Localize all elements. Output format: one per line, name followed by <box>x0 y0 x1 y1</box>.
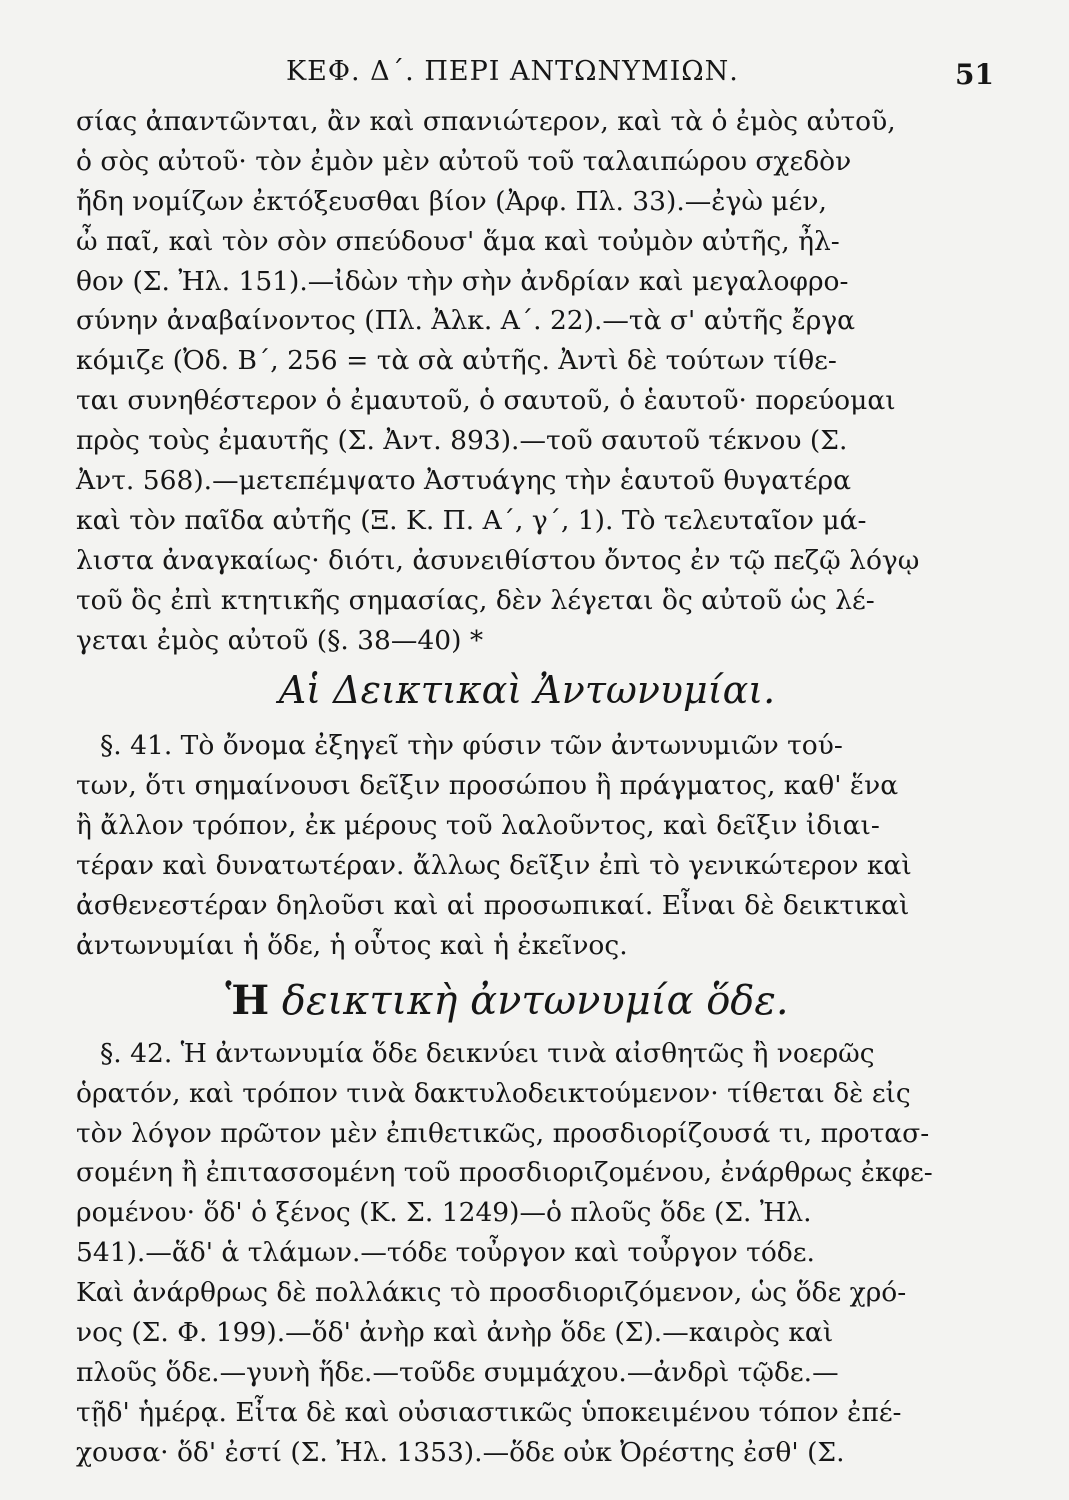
text-line: ἢ ἄλλον τρόπον, ἐκ μέρους τοῦ λαλοῦντος, καὶ δεῖξιν ἰδιαι- <box>76 810 880 842</box>
text-line: χουσα· ὅδ' ἐστί (Σ. Ἠλ. 1353).—ὅδε οὐκ Ὀρέστης ἐσθ' (Σ. <box>76 1436 845 1468</box>
text-line: Καὶ ἀνάρθρως δὲ πολλάκις τὸ προσδιοριζόμενον, ὡς ὅδε χρό- <box>76 1277 907 1309</box>
text-line: §. 41. Τὸ ὄνομα ἐξηγεῖ τὴν φύσιν τῶν ἀντωνυμιῶν τού- <box>100 730 843 762</box>
page-number: 51 <box>955 58 994 91</box>
heading-rest: δεικτικὴ ἀντωνυμία ὅδε. <box>269 977 789 1024</box>
text-line: σύνην ἀναβαίνοντος (Πλ. Ἀλκ. Α΄. 22).—τὰ σ' αὐτῆς ἔργα <box>76 305 856 337</box>
text-line: ὁρατόν, καὶ τρόπον τινὰ δακτυλοδεικτούμενον· τίθεται δὲ εἰς <box>76 1077 911 1109</box>
text-line: ρομένου· ὅδ' ὁ ξένος (Κ. Σ. 1249)—ὁ πλοῦς ὅδε (Σ. Ἠλ. <box>76 1197 812 1229</box>
text-line: τὸν λόγον πρῶτον μὲν ἐπιθετικῶς, προσδιορίζουσά τι, προτασ- <box>76 1117 930 1149</box>
text-line: Ἀντ. 568).—μετεπέμψατο Ἀστυάγης τὴν ἑαυτοῦ θυγατέρα <box>76 465 851 497</box>
paragraph-continuation <box>76 102 938 660</box>
text-line: νος (Σ. Φ. 199).—ὅδ' ἀνὴρ καὶ ἀνὴρ ὅδε (Σ).—καιρὸς καὶ <box>76 1317 834 1349</box>
text-line: ἀσθενεστέραν δηλοῦσι καὶ αἱ προσωπικαί. Εἶναι δὲ δεικτικαὶ <box>76 890 910 922</box>
text-line: ὦ παῖ, καὶ τὸν σὸν σπεύδουσ' ἅμα καὶ τοὐμὸν αὐτῆς, ἦλ- <box>76 225 840 257</box>
page-body <box>76 102 938 1473</box>
text-line: λιστα ἀναγκαίως· διότι, ἀσυνειθίστου ὄντος ἐν τῷ πεζῷ λόγῳ <box>76 544 920 576</box>
text-line: τοῦ ὃς ἐπὶ κτητικῆς σημασίας, δὲν λέγεται ὃς αὐτοῦ ὡς λέ- <box>76 584 875 616</box>
text-line: πρὸς τοὺς ἐμαυτῆς (Σ. Ἀντ. 893).—τοῦ σαυτοῦ τέκνου (Σ. <box>76 425 848 457</box>
text-line: καὶ τὸν παῖδα αὐτῆς (Ξ. Κ. Π. Α΄, γ΄, 1). Τὸ τελευταῖον μά- <box>76 504 867 536</box>
section-heading-demonstratives: Αἱ Δεικτικαὶ Ἀντωνυμίαι. <box>278 668 776 713</box>
text-line: ὁ σὸς αὐτοῦ· τὸν ἐμὸν μὲν αὐτοῦ τοῦ ταλαιπώρου σχεδὸν <box>76 145 852 177</box>
text-line: θον (Σ. Ἠλ. 151).—ἰδὼν τὴν σὴν ἀνδρίαν καὶ μεγαλοφρο- <box>76 265 849 297</box>
heading-lead-letter: Ἡ <box>225 976 270 1024</box>
text-line: ται συνηθέστερον ὁ ἐμαυτοῦ, ὁ σαυτοῦ, ὁ ἑαυτοῦ· πορεύομαι <box>76 385 896 417</box>
text-line: γεται ἐμὸς αὐτοῦ (§. 38—40) * <box>76 624 484 656</box>
paragraph-41 <box>76 726 938 965</box>
text-line: ἤδη νομίζων ἐκτόξευσθαι βίον (Ἀρφ. Πλ. 33).—ἐγὼ μέν, <box>76 185 827 217</box>
text-line: τέραν καὶ δυνατωτέραν. ἄλλως δεῖξιν ἐπὶ τὸ γενικώτερον καὶ <box>76 850 912 882</box>
text-line: πλοῦς ὅδε.—γυνὴ ἥδε.—τοῦδε συμμάχου.—ἀνδρὶ τῷδε.— <box>76 1356 839 1388</box>
running-title: ΚΕΦ. Δ΄. ΠΕΡΙ ΑΝΤΩΝΥΜΙΩΝ. <box>286 56 739 87</box>
text-line: τῇδ' ἡμέρᾳ. Εἶτα δὲ καὶ οὐσιαστικῶς ὑποκειμένου τόπον ἐπέ- <box>76 1396 902 1428</box>
text-line: σομένη ἢ ἐπιτασσομένη τοῦ προσδιοριζομένου, ἐνάρθρως ἐκφε- <box>76 1157 933 1189</box>
text-line: σίας ἀπαντῶνται, ἂν καὶ σπανιώτερον, καὶ τὰ ὁ ἐμὸς αὐτοῦ, <box>76 106 896 137</box>
page-header <box>0 50 1069 94</box>
text-line: ἀντωνυμίαι ἡ ὅδε, ἡ οὗτος καὶ ἡ ἐκεῖνος. <box>76 929 628 961</box>
text-line: κόμιζε (Ὀδ. Β΄, 256 = τὰ σὰ αὐτῆς. Ἀντὶ δὲ τούτων τίθε- <box>76 345 837 377</box>
text-line: §. 42. Ἡ ἀντωνυμία ὅδε δεικνύει τινὰ αἰσθητῶς ἢ νοερῶς <box>100 1037 875 1069</box>
text-line: των, ὅτι σημαίνουσι δεῖξιν προσώπου ἢ πράγματος, καθ' ἕνα <box>76 770 899 802</box>
text-line: 541).—ἅδ' ἁ τλάμων.—τόδε τοὖργον καὶ τοὖργον τόδε. <box>76 1237 815 1269</box>
paragraph-42 <box>76 1034 938 1473</box>
section-heading-hode <box>76 968 938 1034</box>
